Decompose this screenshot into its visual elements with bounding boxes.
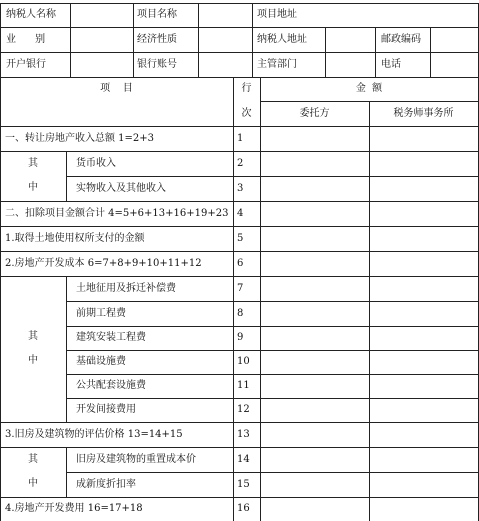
firm-header: 税务师事务所 xyxy=(393,108,454,119)
grid-line xyxy=(198,3,199,78)
row-line-number: 12 xyxy=(237,404,250,415)
row-line-number: 2 xyxy=(237,157,244,169)
row-line-number: 6 xyxy=(237,257,244,269)
grid-line xyxy=(430,27,431,78)
grid-line xyxy=(0,3,479,4)
industry-label: 业 别 xyxy=(6,34,46,45)
grid-line xyxy=(0,276,479,277)
project-name-label: 项目名称 xyxy=(137,9,177,20)
row-label: 2.房地产开发成本 6=7+8+9+10+11+12 xyxy=(5,257,202,269)
row-line-number: 10 xyxy=(237,356,250,367)
postal-code-label: 邮政编码 xyxy=(381,34,421,45)
grid-line xyxy=(66,276,67,423)
grid-line xyxy=(0,447,479,448)
grid-line xyxy=(233,77,234,521)
grid-line xyxy=(0,422,479,423)
row-label: 土地征用及拆迁补偿费 xyxy=(76,282,176,294)
row-line-number: 5 xyxy=(237,232,244,244)
row-line-number: 15 xyxy=(237,478,250,490)
row-line-number: 8 xyxy=(237,307,244,319)
grid-line xyxy=(0,27,479,28)
grid-line xyxy=(0,3,1,521)
row-label: 开发间接费用 xyxy=(76,404,136,415)
taxpayer-name-label: 纳税人名称 xyxy=(6,9,56,20)
row-label: 成新度折扣率 xyxy=(76,478,136,490)
zhong-label: 中 xyxy=(28,478,38,489)
row-label: 一、转让房地产收入总额 1=2+3 xyxy=(5,132,155,144)
row-label: 货币收入 xyxy=(76,157,116,169)
row-label: 3.旧房及建筑物的评估价格 13=14+15 xyxy=(5,428,183,440)
zhong-label: 中 xyxy=(28,355,38,366)
bank-label: 开户银行 xyxy=(6,59,46,70)
grid-line xyxy=(0,201,479,202)
grid-line xyxy=(66,374,479,375)
grid-line xyxy=(66,350,479,351)
grid-line xyxy=(0,126,479,127)
grid-line xyxy=(66,472,479,473)
grid-line xyxy=(70,3,71,78)
line-header-top: 行 xyxy=(241,83,252,94)
grid-line xyxy=(66,176,479,177)
grid-line xyxy=(0,226,479,227)
economic-nature-label: 经济性质 xyxy=(137,34,177,45)
row-line-number: 7 xyxy=(237,282,244,294)
authority-label: 主管部门 xyxy=(257,59,297,70)
row-label: 基础设施费 xyxy=(76,356,126,367)
grid-line xyxy=(66,398,479,399)
grid-line xyxy=(325,27,326,78)
grid-line xyxy=(0,497,479,498)
row-label: 旧房及建筑物的重置成本价 xyxy=(76,453,196,465)
row-line-number: 16 xyxy=(237,503,250,514)
amount-header: 金 额 xyxy=(355,83,383,94)
grid-line xyxy=(0,151,479,152)
grid-line xyxy=(66,301,479,302)
grid-line xyxy=(66,326,479,327)
bank-account-label: 银行账号 xyxy=(137,59,177,70)
grid-line xyxy=(0,251,479,252)
qi-label: 其 xyxy=(28,331,38,342)
row-label: 建筑安装工程费 xyxy=(76,332,146,343)
grid-line xyxy=(66,447,67,498)
grid-line xyxy=(369,101,370,521)
grid-line xyxy=(0,77,479,78)
grid-line xyxy=(0,52,479,53)
row-line-number: 4 xyxy=(237,207,244,219)
row-line-number: 9 xyxy=(237,332,244,343)
grid-line xyxy=(252,3,253,78)
zhong-label: 中 xyxy=(28,182,38,193)
project-address-label: 项目地址 xyxy=(257,9,297,20)
row-label: 二、扣除项目金额合计 4=5+6+13+16+19+23 xyxy=(5,207,229,219)
grid-line xyxy=(133,3,134,78)
row-label: 公共配套设施费 xyxy=(76,380,146,391)
item-header: 项 目 xyxy=(100,83,133,94)
taxpayer-address-label: 纳税人地址 xyxy=(257,34,307,45)
row-label: 实物收入及其他收入 xyxy=(76,182,166,194)
grid-line xyxy=(66,151,67,202)
phone-label: 电话 xyxy=(381,59,401,70)
row-label: 前期工程费 xyxy=(76,307,126,319)
row-line-number: 11 xyxy=(237,380,250,391)
qi-label: 其 xyxy=(28,454,38,465)
row-label: 1.取得土地使用权所支付的金额 xyxy=(5,232,145,244)
client-header: 委托方 xyxy=(299,108,330,119)
grid-line xyxy=(260,77,261,521)
qi-label: 其 xyxy=(28,158,38,169)
line-header-bottom: 次 xyxy=(241,108,252,119)
row-line-number: 13 xyxy=(237,428,250,440)
row-line-number: 14 xyxy=(237,453,250,465)
grid-line xyxy=(375,27,376,78)
row-label: 4.房地产开发费用 16=17+18 xyxy=(5,503,143,514)
row-line-number: 1 xyxy=(237,132,244,144)
row-line-number: 3 xyxy=(237,182,244,194)
